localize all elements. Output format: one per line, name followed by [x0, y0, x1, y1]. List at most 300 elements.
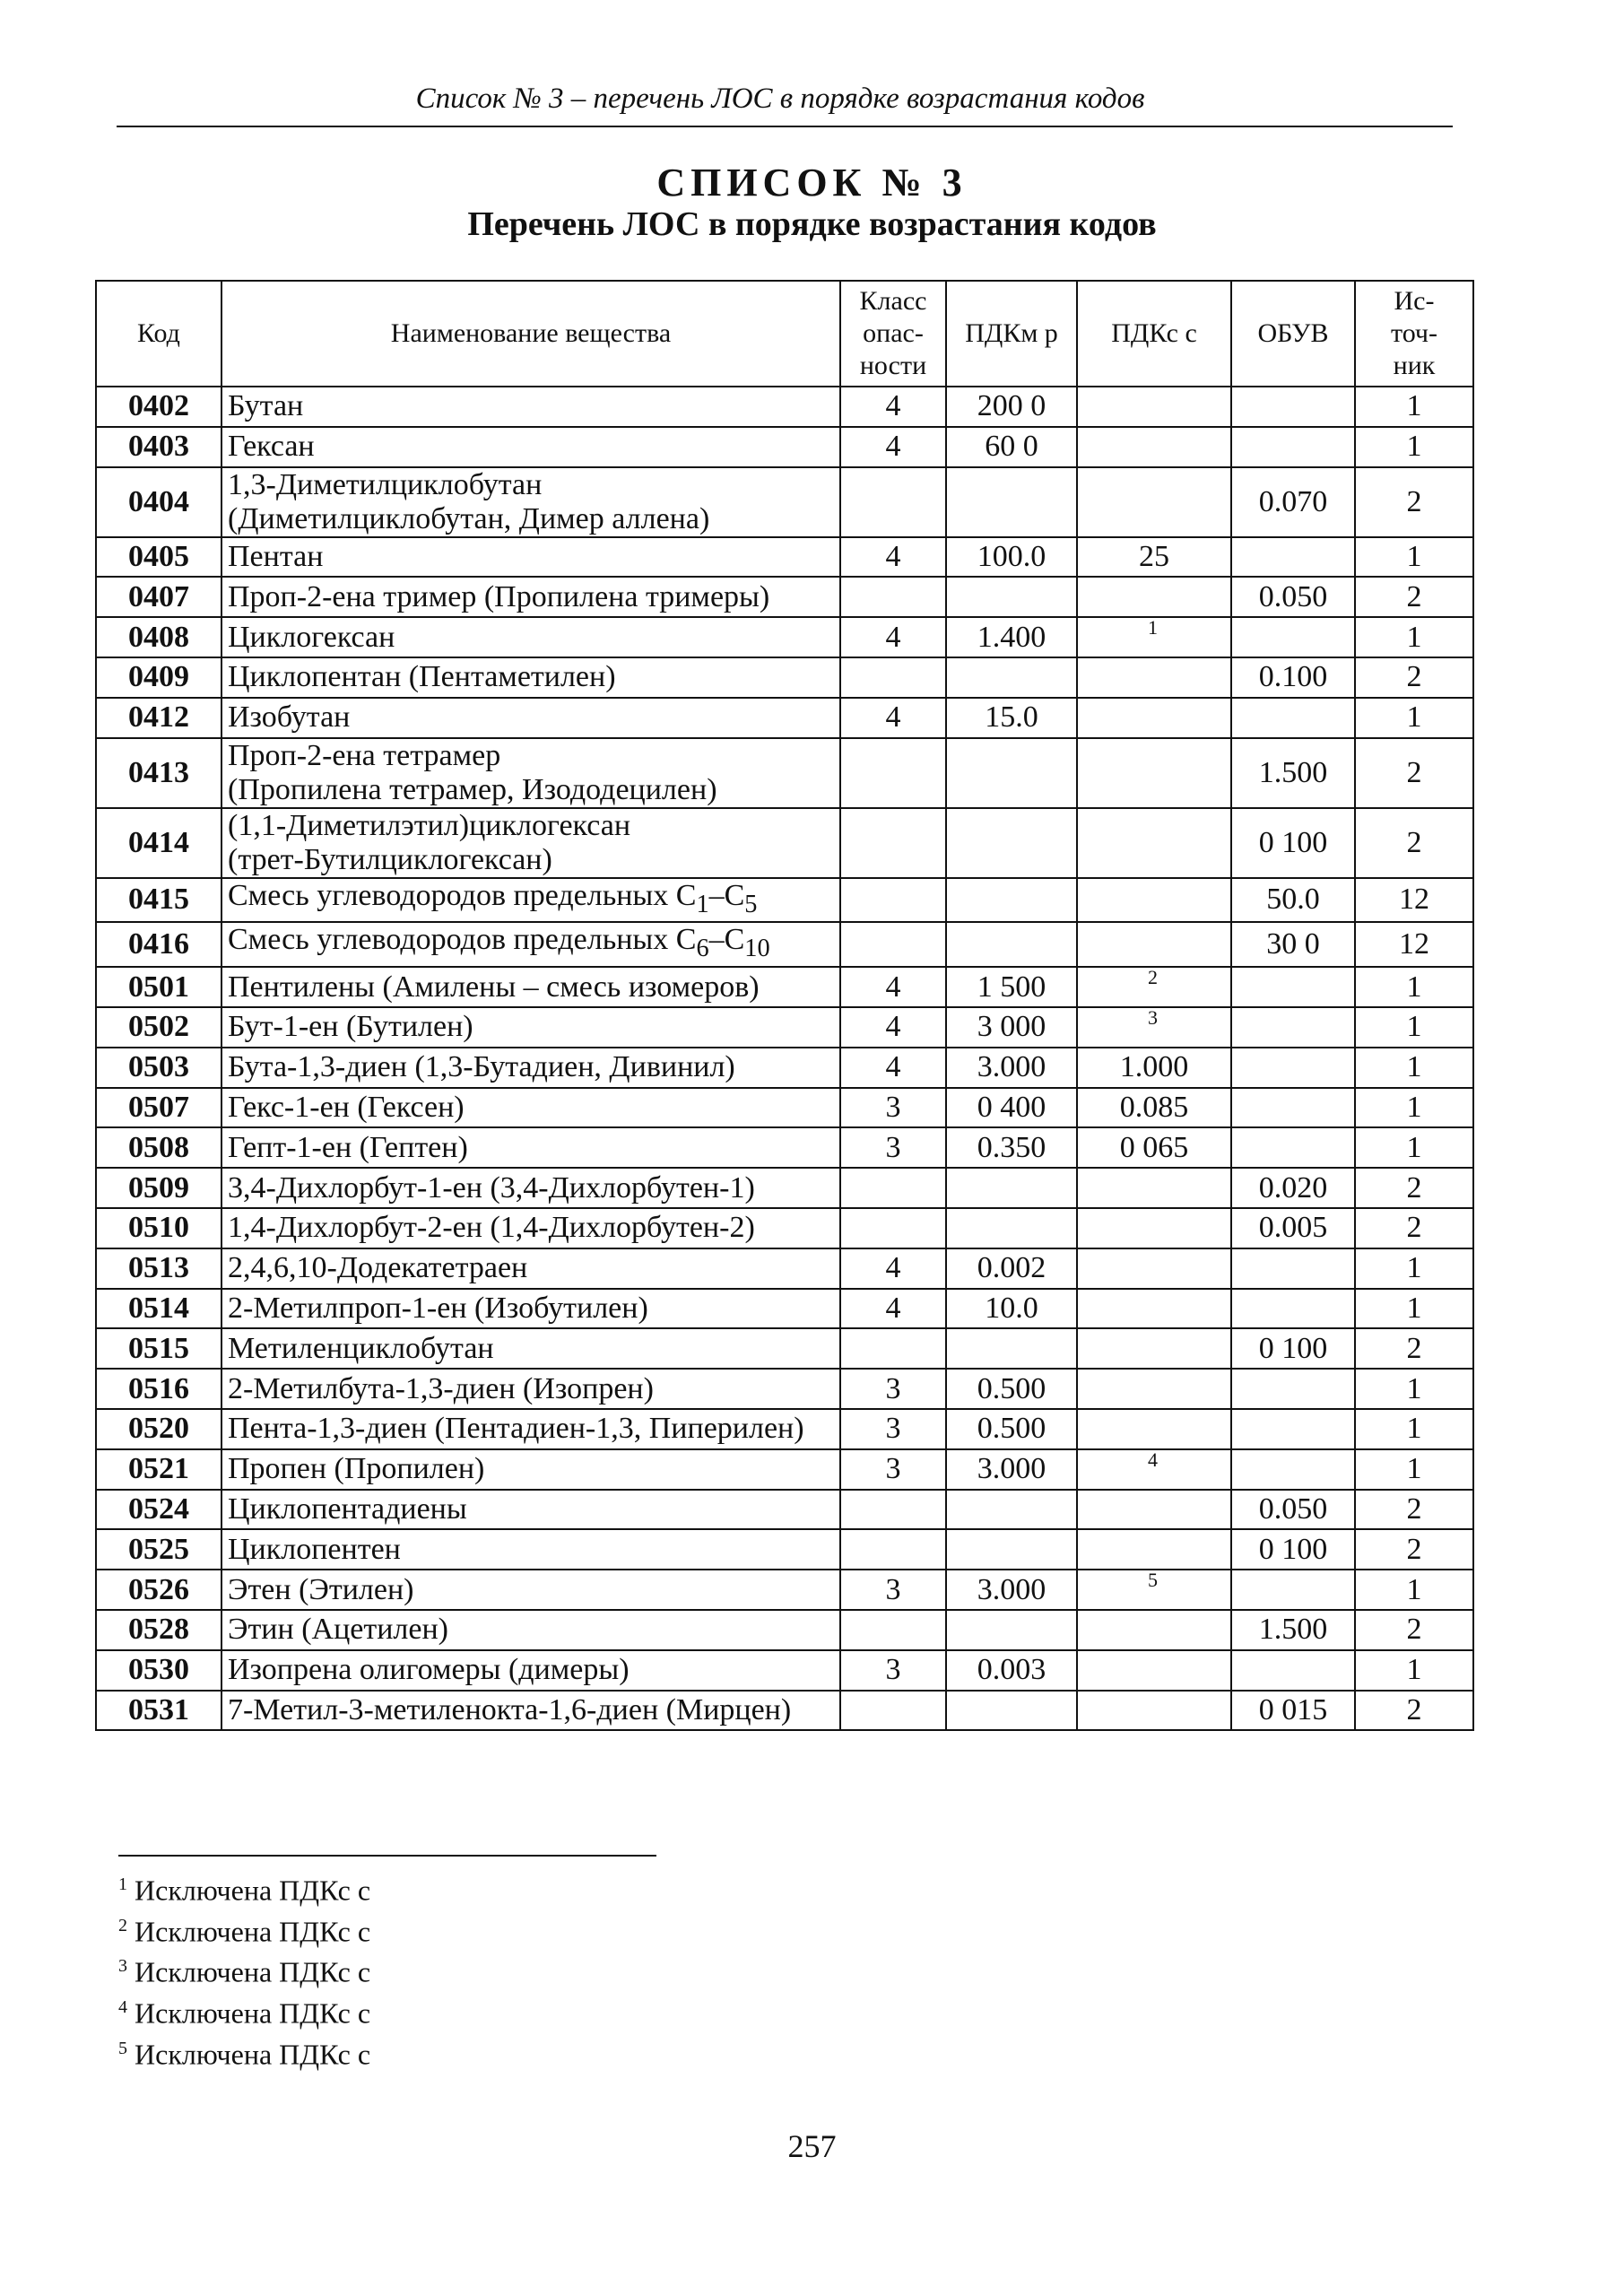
cell-class: 4 — [840, 698, 946, 738]
cell-source: 2 — [1355, 1328, 1473, 1369]
col-header-code: Код — [96, 281, 221, 387]
table-body — [96, 387, 1473, 1730]
cell-pdk-ss: 0 065 — [1077, 1127, 1231, 1168]
cell-pdk-ss — [1077, 427, 1231, 467]
cell-code: 0414 — [96, 808, 221, 878]
cell-name-line: Циклопентан (Пентаметилен) — [228, 660, 616, 694]
cell-name — [221, 1289, 840, 1329]
cell-class: 3 — [840, 1127, 946, 1168]
cell-code: 0525 — [96, 1529, 221, 1570]
table-row — [96, 1289, 1473, 1329]
cell-name — [221, 1088, 840, 1128]
cell-code: 0502 — [96, 1007, 221, 1048]
cell-pdk-mr: 200 0 — [946, 387, 1077, 427]
cell-pdk-mr — [946, 577, 1077, 617]
cell-pdk-mr: 3 000 — [946, 1007, 1077, 1048]
cell-name-part: Смесь углеводородов предельных С — [228, 923, 697, 957]
cell-name — [221, 878, 840, 923]
col-header-pdk-ss: ПДКс с — [1077, 281, 1231, 387]
cell-class — [840, 467, 946, 537]
table-row — [96, 1328, 1473, 1369]
table-row — [96, 387, 1473, 427]
cell-pdk-ss — [1077, 1691, 1231, 1731]
cell-pdk-ss — [1077, 1449, 1231, 1490]
cell-obuv — [1231, 1127, 1355, 1168]
footnote-text: Исключена ПДКс с — [135, 2038, 371, 2071]
footnote-mark: 5 — [118, 2038, 127, 2058]
cell-pdk-mr: 3.000 — [946, 1449, 1077, 1490]
cell-source: 12 — [1355, 878, 1473, 923]
cell-name-line: Этен (Этилен) — [228, 1572, 414, 1606]
cell-name-part: 1 — [696, 890, 709, 918]
cell-name-line: 2-Метилбута-1,3-диен (Изопрен) — [228, 1371, 654, 1405]
cell-pdk-ss — [1077, 1007, 1231, 1048]
cell-code: 0503 — [96, 1048, 221, 1088]
cell-pdk-mr: 60 0 — [946, 427, 1077, 467]
col-header-pdk-mr: ПДКм р — [946, 281, 1077, 387]
cell-code: 0405 — [96, 537, 221, 578]
cell-name-line: Бут-1-ен (Бутилен) — [228, 1010, 473, 1044]
cell-pdk-ss — [1077, 1650, 1231, 1691]
cell-pdk-mr: 0.500 — [946, 1409, 1077, 1449]
cell-pdk-ss — [1077, 1610, 1231, 1650]
cell-source: 1 — [1355, 1088, 1473, 1128]
table-row — [96, 1127, 1473, 1168]
cell-pdk-mr — [946, 1610, 1077, 1650]
substances-table — [95, 280, 1474, 1731]
cell-class — [840, 878, 946, 923]
cell-name — [221, 1449, 840, 1490]
table-row — [96, 808, 1473, 878]
cell-obuv — [1231, 1289, 1355, 1329]
cell-obuv: 0.005 — [1231, 1208, 1355, 1248]
cell-source: 1 — [1355, 1048, 1473, 1088]
cell-pdk-mr — [946, 1168, 1077, 1208]
cell-name — [221, 537, 840, 578]
cell-class — [840, 1610, 946, 1650]
cell-pdk-ss — [1077, 1208, 1231, 1248]
cell-pdk-ss — [1077, 967, 1231, 1007]
cell-name-line: Пропен (Пропилен) — [228, 1452, 485, 1486]
cell-obuv — [1231, 617, 1355, 657]
cell-class: 3 — [840, 1369, 946, 1409]
cell-name-line: (Пропилена тетрамер, Изододецилен) — [228, 772, 717, 806]
cell-class: 4 — [840, 1289, 946, 1329]
cell-pdk-ss — [1077, 738, 1231, 808]
table-row — [96, 1691, 1473, 1731]
cell-pdk-mr: 0.003 — [946, 1650, 1077, 1691]
cell-pdk-ss — [1077, 1529, 1231, 1570]
cell-class — [840, 1691, 946, 1731]
cell-source: 1 — [1355, 1007, 1473, 1048]
table-row — [96, 1007, 1473, 1048]
cell-class — [840, 577, 946, 617]
table-row — [96, 1248, 1473, 1289]
cell-pdk-mr: 15.0 — [946, 698, 1077, 738]
cell-code: 0524 — [96, 1490, 221, 1530]
table-row — [96, 738, 1473, 808]
cell-obuv — [1231, 1570, 1355, 1610]
footnote-text: Исключена ПДКс с — [135, 1915, 371, 1948]
cell-source: 1 — [1355, 427, 1473, 467]
cell-class: 3 — [840, 1409, 946, 1449]
footnote-rule — [118, 1855, 656, 1857]
cell-pdk-ss — [1077, 922, 1231, 967]
table-row — [96, 1650, 1473, 1691]
cell-name — [221, 1369, 840, 1409]
footnote — [118, 1949, 836, 1990]
col-header-source-line: точ- — [1390, 318, 1438, 348]
cell-code: 0528 — [96, 1610, 221, 1650]
cell-pdk-mr: 1.400 — [946, 617, 1077, 657]
footnote-reference: 3 — [1148, 1006, 1158, 1029]
cell-source: 1 — [1355, 1570, 1473, 1610]
page-number: 257 — [787, 2128, 837, 2164]
cell-name-part: 10 — [744, 935, 770, 963]
cell-obuv: 0 100 — [1231, 1328, 1355, 1369]
cell-code: 0409 — [96, 657, 221, 698]
cell-class — [840, 922, 946, 967]
cell-name-line: 1,4-Дихлорбут-2-ен (1,4-Дихлорбутен-2) — [228, 1211, 755, 1245]
cell-obuv — [1231, 967, 1355, 1007]
col-header-class-line: Класс — [859, 286, 927, 316]
cell-obuv — [1231, 1409, 1355, 1449]
cell-obuv — [1231, 1088, 1355, 1128]
cell-obuv: 30 0 — [1231, 922, 1355, 967]
cell-class — [840, 808, 946, 878]
cell-code: 0515 — [96, 1328, 221, 1369]
cell-name — [221, 1208, 840, 1248]
cell-pdk-mr: 1 500 — [946, 967, 1077, 1007]
cell-obuv: 0 100 — [1231, 808, 1355, 878]
cell-name — [221, 1490, 840, 1530]
cell-source: 1 — [1355, 1289, 1473, 1329]
cell-name-line: 1,3-Диметилциклобутан — [228, 467, 543, 501]
cell-name-line: Проп-2-ена тетрамер — [228, 738, 501, 772]
cell-class — [840, 738, 946, 808]
cell-pdk-mr — [946, 1328, 1077, 1369]
cell-class: 4 — [840, 617, 946, 657]
cell-source: 1 — [1355, 387, 1473, 427]
cell-code: 0416 — [96, 922, 221, 967]
cell-pdk-ss — [1077, 467, 1231, 537]
cell-source: 1 — [1355, 1409, 1473, 1449]
cell-pdk-mr: 3.000 — [946, 1048, 1077, 1088]
cell-obuv: 0.050 — [1231, 1490, 1355, 1530]
cell-name-line: Изопрена олигомеры (димеры) — [228, 1653, 630, 1687]
table-header-row — [96, 281, 1473, 387]
cell-pdk-mr: 0.002 — [946, 1248, 1077, 1289]
cell-pdk-mr — [946, 1691, 1077, 1731]
cell-obuv: 0.020 — [1231, 1168, 1355, 1208]
cell-source: 2 — [1355, 1610, 1473, 1650]
cell-source: 2 — [1355, 467, 1473, 537]
cell-pdk-mr — [946, 1208, 1077, 1248]
footnote — [118, 1990, 836, 2031]
cell-obuv — [1231, 427, 1355, 467]
cell-obuv: 0.100 — [1231, 657, 1355, 698]
cell-source: 1 — [1355, 1369, 1473, 1409]
cell-name-line: Гексан — [228, 430, 315, 464]
cell-pdk-ss — [1077, 1409, 1231, 1449]
cell-obuv — [1231, 1048, 1355, 1088]
cell-pdk-mr: 0.350 — [946, 1127, 1077, 1168]
cell-name-line: Циклогексан — [228, 620, 395, 654]
cell-source: 12 — [1355, 922, 1473, 967]
page-title: СПИСОК № 3 — [656, 161, 968, 204]
cell-name-line: Циклопентадиены — [228, 1492, 467, 1526]
cell-name-line: 7-Метил-3-метиленокта-1,6-диен (Мирцен) — [228, 1692, 792, 1726]
cell-pdk-ss — [1077, 577, 1231, 617]
footnote-reference: 5 — [1148, 1570, 1158, 1592]
table-row — [96, 1369, 1473, 1409]
cell-code: 0507 — [96, 1088, 221, 1128]
cell-class — [840, 1208, 946, 1248]
table-row — [96, 1168, 1473, 1208]
cell-obuv: 0 015 — [1231, 1691, 1355, 1731]
col-header-source-line: ник — [1393, 351, 1436, 380]
table-row — [96, 537, 1473, 578]
cell-source: 1 — [1355, 1248, 1473, 1289]
cell-source: 2 — [1355, 1490, 1473, 1530]
cell-name — [221, 1409, 840, 1449]
cell-pdk-ss — [1077, 1570, 1231, 1610]
cell-code: 0508 — [96, 1127, 221, 1168]
cell-pdk-ss: 0.085 — [1077, 1088, 1231, 1128]
table-row — [96, 1570, 1473, 1610]
cell-class — [840, 1328, 946, 1369]
cell-code: 0516 — [96, 1369, 221, 1409]
footnote — [118, 1909, 836, 1950]
cell-code: 0531 — [96, 1691, 221, 1731]
table-row — [96, 922, 1473, 967]
cell-name — [221, 1127, 840, 1168]
table-row — [96, 657, 1473, 698]
footnote-reference: 2 — [1148, 967, 1158, 989]
footnote-text: Исключена ПДКс с — [135, 1955, 371, 1988]
cell-code: 0403 — [96, 427, 221, 467]
cell-pdk-ss — [1077, 657, 1231, 698]
cell-source: 1 — [1355, 1127, 1473, 1168]
cell-source: 2 — [1355, 1168, 1473, 1208]
cell-pdk-ss — [1077, 698, 1231, 738]
cell-class: 4 — [840, 537, 946, 578]
cell-name-line: Циклопентен — [228, 1532, 401, 1566]
cell-source: 2 — [1355, 1208, 1473, 1248]
cell-name-line: 2-Метилпроп-1-ен (Изобутилен) — [228, 1291, 648, 1325]
col-header-source-line: Ис- — [1394, 286, 1435, 316]
cell-class: 3 — [840, 1449, 946, 1490]
cell-pdk-ss — [1077, 1168, 1231, 1208]
cell-name-line: Гепт-1-ен (Гептен) — [228, 1130, 468, 1164]
cell-code: 0407 — [96, 577, 221, 617]
cell-name — [221, 1691, 840, 1731]
cell-pdk-mr — [946, 878, 1077, 923]
cell-code: 0404 — [96, 467, 221, 537]
cell-obuv — [1231, 1650, 1355, 1691]
cell-pdk-mr — [946, 1529, 1077, 1570]
footnote-mark: 3 — [118, 1956, 127, 1977]
cell-class: 4 — [840, 967, 946, 1007]
cell-code: 0412 — [96, 698, 221, 738]
cell-name-line: (Диметилциклобутан, Димер аллена) — [228, 501, 710, 535]
cell-pdk-ss — [1077, 1289, 1231, 1329]
cell-obuv — [1231, 1369, 1355, 1409]
table-row — [96, 1409, 1473, 1449]
cell-obuv — [1231, 387, 1355, 427]
cell-name — [221, 467, 840, 537]
table-row — [96, 1610, 1473, 1650]
cell-name-line: Бута-1,3-диен (1,3-Бутадиен, Дивинил) — [228, 1050, 735, 1084]
cell-source: 1 — [1355, 1449, 1473, 1490]
header-rule — [117, 126, 1453, 127]
cell-code: 0509 — [96, 1168, 221, 1208]
footnote-mark: 2 — [118, 1915, 127, 1935]
cell-obuv: 0.050 — [1231, 577, 1355, 617]
cell-name-line: (1,1-Диметилэтил)циклогексан — [228, 808, 631, 842]
table-row — [96, 967, 1473, 1007]
cell-pdk-mr — [946, 922, 1077, 967]
footnote-reference: 4 — [1148, 1448, 1158, 1471]
cell-class: 3 — [840, 1570, 946, 1610]
cell-source: 1 — [1355, 537, 1473, 578]
cell-source: 2 — [1355, 657, 1473, 698]
table-row — [96, 698, 1473, 738]
col-header-source — [1355, 281, 1473, 387]
cell-name-line: Этин (Ацетилен) — [228, 1613, 448, 1647]
cell-source: 1 — [1355, 1650, 1473, 1691]
col-header-class — [840, 281, 946, 387]
cell-pdk-ss: 25 — [1077, 537, 1231, 578]
cell-pdk-mr — [946, 1490, 1077, 1530]
cell-name — [221, 1248, 840, 1289]
cell-name-line: Пентан — [228, 539, 324, 573]
table-row — [96, 1449, 1473, 1490]
cell-obuv: 0.070 — [1231, 467, 1355, 537]
cell-class — [840, 1529, 946, 1570]
cell-pdk-ss: 1.000 — [1077, 1048, 1231, 1088]
cell-code: 0513 — [96, 1248, 221, 1289]
cell-name-line: Пента-1,3-диен (Пентадиен-1,3, Пиперилен) — [228, 1412, 804, 1446]
cell-obuv: 1.500 — [1231, 738, 1355, 808]
cell-pdk-ss — [1077, 878, 1231, 923]
cell-pdk-ss — [1077, 1248, 1231, 1289]
footnote-text: Исключена ПДКс с — [135, 1996, 371, 2030]
cell-code: 0514 — [96, 1289, 221, 1329]
cell-pdk-mr: 0.500 — [946, 1369, 1077, 1409]
col-header-name: Наименование вещества — [221, 281, 840, 387]
cell-code: 0408 — [96, 617, 221, 657]
cell-name — [221, 1570, 840, 1610]
table-row — [96, 878, 1473, 923]
cell-source: 2 — [1355, 1691, 1473, 1731]
cell-name-line: 3,4-Дихлорбут-1-ен (3,4-Дихлорбутен-1) — [228, 1170, 755, 1205]
cell-source: 2 — [1355, 577, 1473, 617]
footnote-mark: 4 — [118, 1996, 127, 2017]
cell-obuv — [1231, 1007, 1355, 1048]
cell-name — [221, 657, 840, 698]
cell-name-part: –С — [708, 878, 745, 912]
cell-pdk-ss — [1077, 808, 1231, 878]
cell-name — [221, 922, 840, 967]
cell-class: 4 — [840, 1007, 946, 1048]
cell-name — [221, 1328, 840, 1369]
cell-name-line: 2,4,6,10-Додекатетраен — [228, 1251, 528, 1285]
cell-name-part: –С — [708, 923, 745, 957]
cell-source: 1 — [1355, 698, 1473, 738]
cell-pdk-ss — [1077, 617, 1231, 657]
table-row — [96, 467, 1473, 537]
cell-code: 0520 — [96, 1409, 221, 1449]
cell-name — [221, 617, 840, 657]
cell-code: 0530 — [96, 1650, 221, 1691]
cell-name-line: Метиленциклобутан — [228, 1331, 494, 1365]
col-header-class-line: опас- — [863, 318, 924, 348]
cell-name — [221, 808, 840, 878]
cell-name — [221, 1007, 840, 1048]
cell-obuv — [1231, 537, 1355, 578]
cell-class — [840, 1490, 946, 1530]
cell-name-part: 6 — [696, 935, 709, 963]
cell-code: 0521 — [96, 1449, 221, 1490]
cell-name — [221, 427, 840, 467]
col-header-obuv: ОБУВ — [1231, 281, 1355, 387]
cell-name — [221, 738, 840, 808]
cell-source: 2 — [1355, 738, 1473, 808]
cell-class: 4 — [840, 1248, 946, 1289]
cell-code: 0413 — [96, 738, 221, 808]
cell-name — [221, 1048, 840, 1088]
table-row — [96, 577, 1473, 617]
cell-source: 2 — [1355, 808, 1473, 878]
col-header-class-line: ности — [859, 351, 927, 380]
footnote-text: Исключена ПДКс с — [135, 1874, 371, 1907]
cell-name — [221, 967, 840, 1007]
cell-obuv: 1.500 — [1231, 1610, 1355, 1650]
cell-pdk-ss — [1077, 387, 1231, 427]
cell-name — [221, 698, 840, 738]
footnotes — [118, 1867, 836, 2072]
cell-obuv — [1231, 698, 1355, 738]
table-row — [96, 617, 1473, 657]
cell-class: 3 — [840, 1088, 946, 1128]
cell-pdk-mr: 100.0 — [946, 537, 1077, 578]
cell-code: 0415 — [96, 878, 221, 923]
cell-pdk-ss — [1077, 1369, 1231, 1409]
table-row — [96, 1048, 1473, 1088]
cell-class — [840, 657, 946, 698]
cell-name-part: Смесь углеводородов предельных С — [228, 878, 697, 912]
footnote-reference: 1 — [1148, 617, 1158, 639]
table-row — [96, 427, 1473, 467]
cell-name-line: Гекс-1-ен (Гексен) — [228, 1090, 465, 1124]
running-header: Список № 3 – перечень ЛОС в порядке возрастания кодов — [415, 83, 1145, 115]
cell-obuv — [1231, 1248, 1355, 1289]
cell-class — [840, 1168, 946, 1208]
table-row — [96, 1088, 1473, 1128]
table-row — [96, 1490, 1473, 1530]
cell-name-line: Проп-2-ена тример (Пропилена тримеры) — [228, 579, 770, 613]
cell-pdk-mr — [946, 657, 1077, 698]
cell-pdk-mr: 10.0 — [946, 1289, 1077, 1329]
cell-code: 0510 — [96, 1208, 221, 1248]
cell-name — [221, 577, 840, 617]
table-row — [96, 1529, 1473, 1570]
cell-name-line: Пентилены (Амилены – смесь изомеров) — [228, 970, 760, 1004]
cell-pdk-ss — [1077, 1328, 1231, 1369]
footnote-mark: 1 — [118, 1874, 127, 1894]
cell-pdk-mr: 3.000 — [946, 1570, 1077, 1610]
